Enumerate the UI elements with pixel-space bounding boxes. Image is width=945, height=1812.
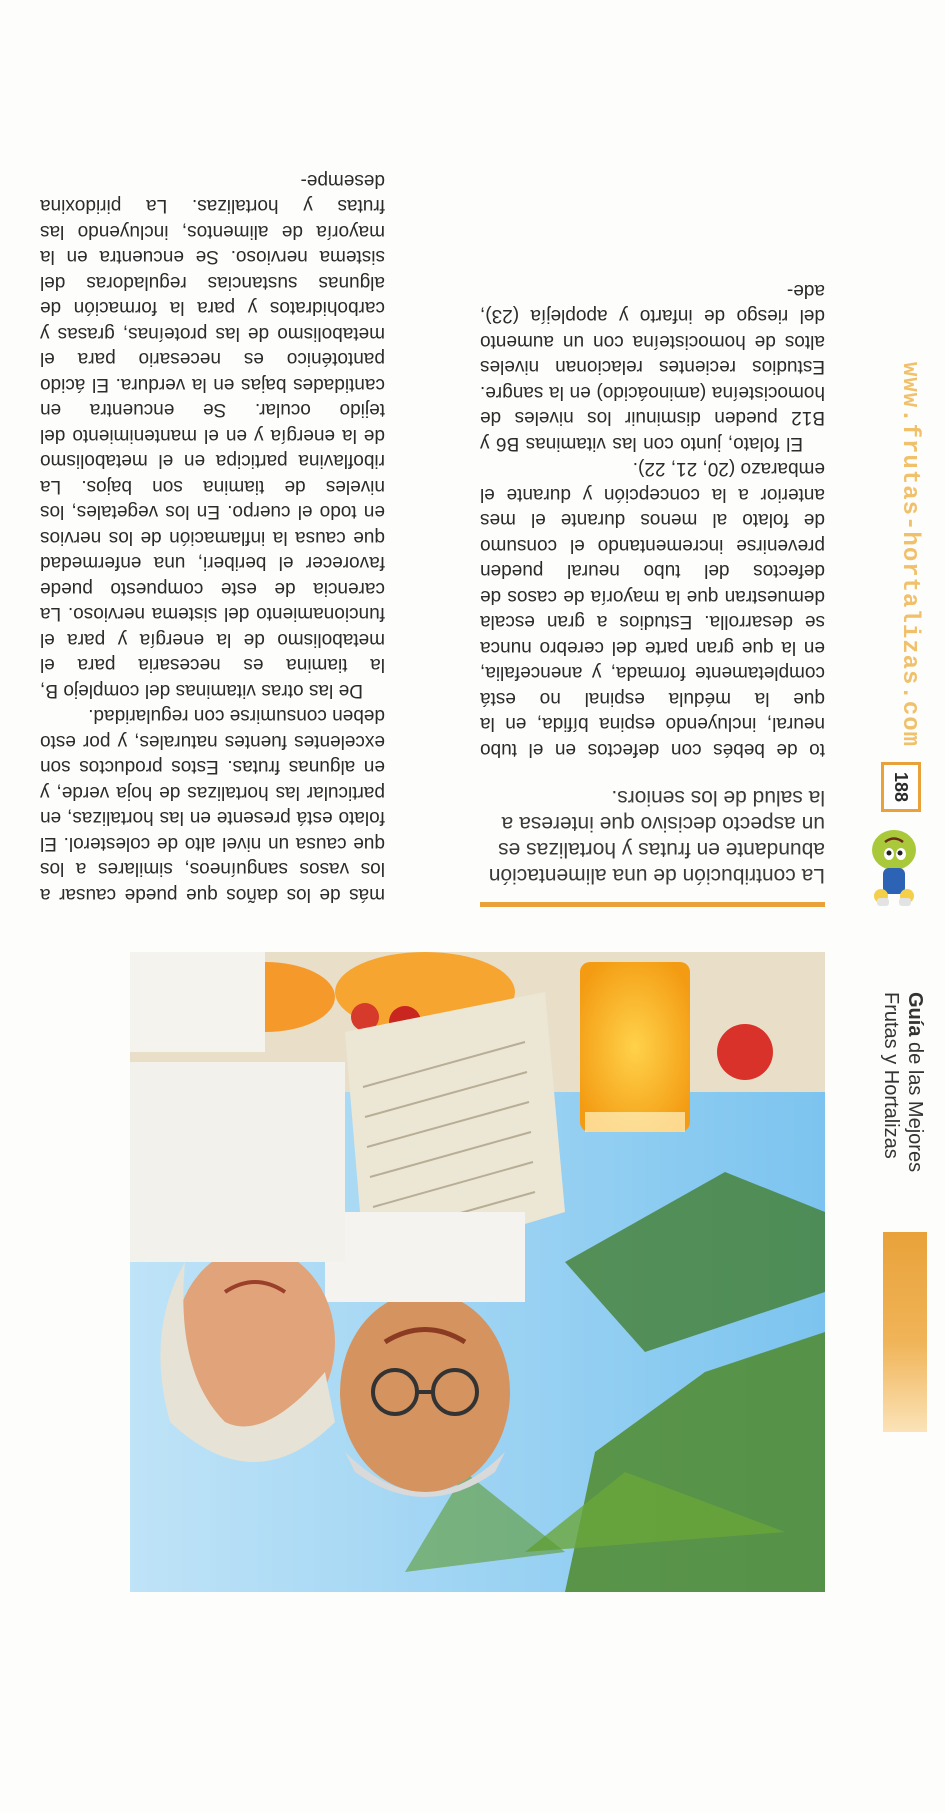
- page-number: [881, 762, 921, 812]
- page-number-text: 188: [891, 771, 911, 803]
- paragraph: to de bebés con defectos en el tubo neural, incluyendo espina bífida, en la que la médula espinal no está completamente formada, y anencefalia, en la que gran parte del cerebro nunca se desarrolla. Estudios a gran escala demuestran que la mayoría de casos de defectos del tubo neural pueden prevenirse incrementando el consumo de folato al menos durante el mes anterior a la concepción y durante el embarazo (20, 21, 22).: [480, 458, 825, 760]
- guide-title-rest: de las Mejores: [904, 1036, 926, 1173]
- fruit-mascot-icon: [863, 822, 925, 912]
- guide-title-bold: Guía: [904, 992, 926, 1037]
- text-column-right: [480, 72, 825, 762]
- guide-title-line2: Frutas y Hortalizas: [880, 992, 902, 1159]
- text-column-left: [40, 72, 385, 907]
- website-url: [887, 362, 923, 748]
- paragraph: De las otras vitaminas del complejo B, la tiamina es necesaria para el metabolismo de la energía y para el funcionamiento del sistema nervioso. La carencia de este compuesto puede favorecer el beriberi, una enfermedad que causa la inflamación de los nervios en todo el cuerpo. En los vegetales, los niveles de tiamina son bajos. La riboflavina participa en el metabolismo de la energía y en el mantenimiento del tejido ocular. Se encuentra en cantidades bajas en la verdura. El ácido pantoténico es necesario para el metabolismo de las proteínas, grasas y carbohidratos y para la formación de algunas sustancias reguladoras del sistema nervioso. Se encuentra en la mayoría de alimentos, incluyendo las frutas y hortalizas. La piridoxina desempe-: [40, 170, 385, 701]
- pullquote-text: La contribución de una alimentación abundante en frutas y hortalizas es un aspecto decisivo que interesa a la salud de los seniors.: [488, 786, 825, 887]
- seniors-breakfast-photo: [130, 952, 825, 1592]
- paragraph: más de los daños que puede causar a los vasos sanguíneos, similares a los que causa un nivel alto de colesterol. El folato está presente en las hortalizas, en particular las hortalizas de hoja verde, y en algunas frutas. Estos productos son excelentes fuentes naturales, y por esto deben consumirse con regularidad.: [40, 705, 385, 905]
- guide-title: [837, 992, 927, 1202]
- paragraph: El folato, junto con las vitaminas B6 y B12 pueden disminuir los niveles de homocisteína (aminoácido) en la sangre. Estudios recientes relacionan niveles altos de homocisteína con un aumento del riesgo de infarto y apoplejía (23), ade-: [480, 280, 825, 454]
- website-url-text: www.frutas-hortalizas.com: [896, 362, 923, 748]
- brand-color-bar: [883, 1232, 927, 1432]
